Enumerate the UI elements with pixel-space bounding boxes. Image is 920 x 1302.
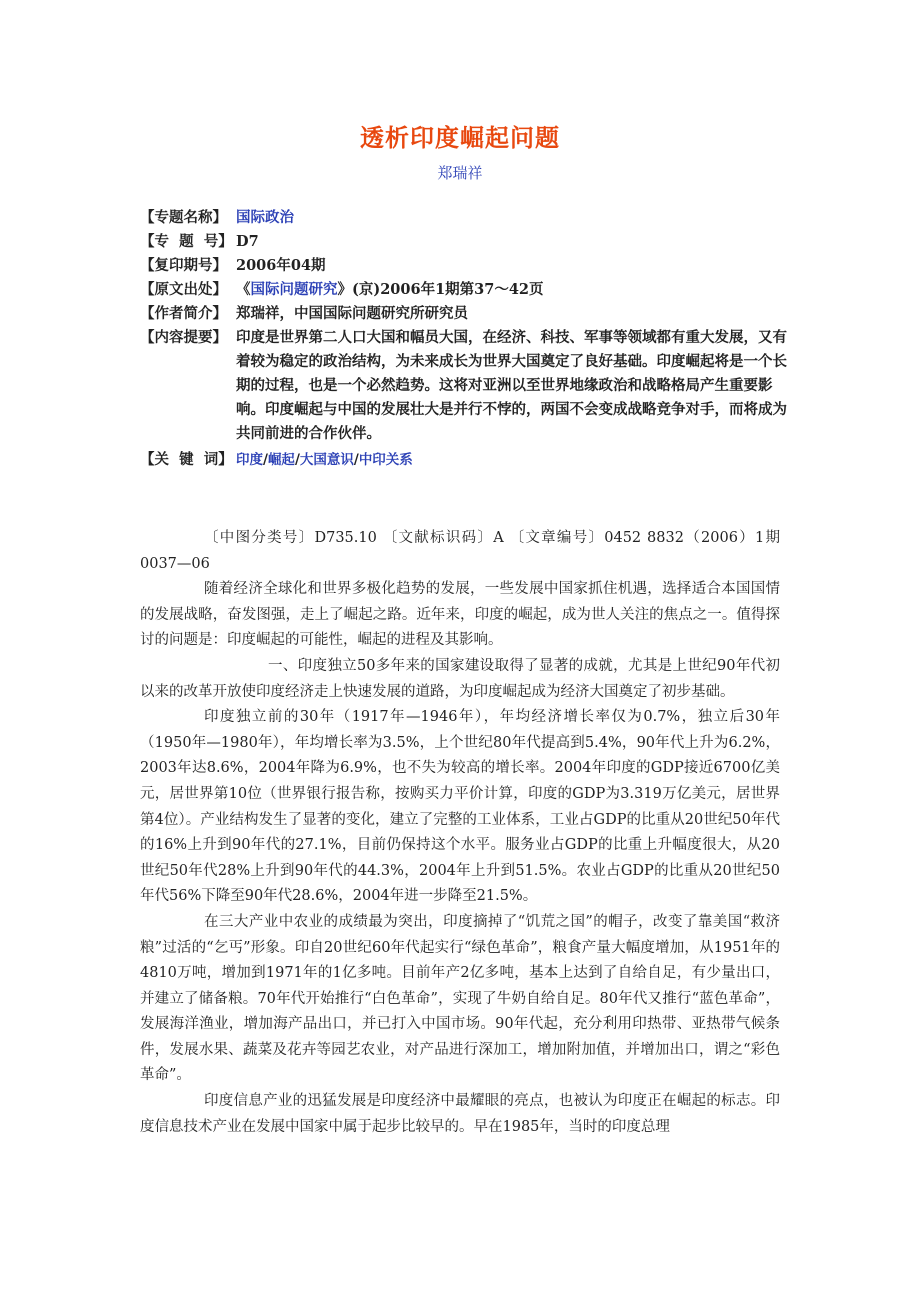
- keyword-link[interactable]: 大国意识: [299, 452, 354, 468]
- source-value: [236, 278, 790, 302]
- keyword-separator: /: [263, 452, 268, 468]
- keyword-link[interactable]: 印度: [236, 452, 263, 468]
- topic-link[interactable]: 国际政治: [236, 209, 294, 226]
- body-paragraph: 印度信息产业的迅猛发展是印度经济中最耀眼的亮点，也被认为印度正在崛起的标志。印度信息技术产业在发展中国家中属于起步比较早的。早在1985年，当时的印度总理: [140, 1093, 780, 1135]
- abstract-text: 印度是世界第二人口大国和幅员大国，在经济、科技、军事等领域都有重大发展，又有着较为稳定的政治结构，为未来成长为世界大国奠定了良好基础。印度崛起将是一个长期的过程，也是一个必然趋势。这将对亚洲以至世界地缘政治和战略格局产生重要影响。印度崛起与中国的发展壮大是并行不悖的，两国不会变成战略竞争对手，而将成为共同前进的合作伙伴。: [236, 329, 787, 442]
- keyword-separator: /: [294, 452, 300, 468]
- article-title: 透析印度崛起问题: [360, 124, 560, 152]
- keyword-separator: /: [353, 452, 359, 468]
- body-paragraph: 印度独立前的30年（1917年—1946年），年均经济增长率仅为0.7%，独立后30年（1950年—1980年），年均增长率为3.5%，上个世纪80年代提高到5.4%，90年代上升为6.2%，2003年达8.6%，2004年降为6.9%，也不失为较高的增长率。2004年印度的GDP接近6700亿美元，居世界第10位（世界银行报告称，按购买力平价计算，印度的GDP为3.319万亿美元，居世界第4位）。产业结构发生了显著的变化，建立了完整的工业体系，工业占GDP的比重从20世纪50年代的16%上升到90年代的27.1%，目前仍保持这个水平。服务业占GDP的比重上升幅度很大，从20世纪50年代28%上升到90年代的44.3%，2004年上升到51.5%。农业占GDP的比重从20世纪50年代56%下降至90年代28.6%，2004年进一步降至21.5%。: [140, 709, 780, 905]
- author-label: 【作者简介】: [140, 305, 227, 322]
- author-row: [140, 302, 790, 326]
- keyword-link[interactable]: 中印关系: [358, 452, 413, 468]
- article-author[interactable]: 郑瑞祥: [437, 164, 483, 182]
- reprint-label: 【复印期号】: [140, 257, 227, 274]
- body-paragraph: 随着经济全球化和世界多极化趋势的发展，一些发展中国家抓住机遇，选择适合本国国情的发展战略，奋发图强，走上了崛起之路。近年来，印度的崛起，成为世人关注的焦点之一。值得探讨的问题是：印度崛起的可能性，崛起的进程及其影响。: [140, 581, 780, 649]
- reprint-row: [140, 254, 790, 278]
- section-heading: 一、印度独立50多年来的国家建设取得了显著的成就，尤其是上世纪90年代初以来的改革开放使印度经济走上快速发展的道路，为印度崛起成为经济大国奠定了初步基础。: [140, 657, 780, 700]
- keyword-link[interactable]: 崛起: [267, 452, 295, 468]
- source-row: [140, 278, 790, 302]
- topic-no-label: 【专 题 号】: [140, 233, 233, 250]
- keywords-row: [140, 448, 790, 472]
- topic-no-row: [140, 230, 790, 254]
- topic-row: [140, 206, 790, 230]
- metadata-block: [140, 206, 790, 472]
- source-journal-link[interactable]: 国际问题研究: [250, 281, 338, 298]
- keywords-list: [236, 448, 790, 472]
- body-paragraph: 在三大产业中农业的成绩最为突出，印度摘掉了“饥荒之国”的帽子，改变了靠美国“救济粮”过活的“乞丐”形象。印自20世纪60年代起实行“绿色革命”，粮食产量大幅度增加，从1951年的4810万吨，增加到1971年的1亿多吨。目前年产2亿多吨，基本上达到了自给自足，有少量出口，并建立了储备粮。70年代开始推行“白色革命”，实现了牛奶自给自足。80年代又推行“蓝色革命”，发展海洋渔业，增加海产品出口，并已打入中国市场。90年代起，充分利用印热带、亚热带气候条件，发展水果、蔬菜及花卉等园艺农业，对产品进行深加工，增加附加值，并增加出口，谓之“彩色革命”。: [140, 913, 780, 1084]
- keywords-label: 【关 键 词】: [140, 451, 233, 468]
- article-body: [140, 526, 780, 1140]
- classification-line: 〔中图分类号〕D735.10 〔文献标识码〕A 〔文章编号〕0452 8832（2006）1期0037—06: [140, 530, 780, 572]
- author-bio: 郑瑞祥，中国国际问题研究所研究员: [236, 305, 468, 322]
- source-open-bracket: 《: [236, 281, 251, 298]
- source-details: 》(京)2006年1期第37～42页: [337, 281, 544, 298]
- topic-label: 【专题名称】: [140, 209, 227, 226]
- source-label: 【原文出处】: [140, 281, 227, 298]
- abstract-label: 【内容提要】: [140, 329, 227, 346]
- reprint-value: 2006年04期: [236, 257, 326, 274]
- topic-no-value: D7: [236, 233, 259, 250]
- abstract-row: [140, 326, 790, 446]
